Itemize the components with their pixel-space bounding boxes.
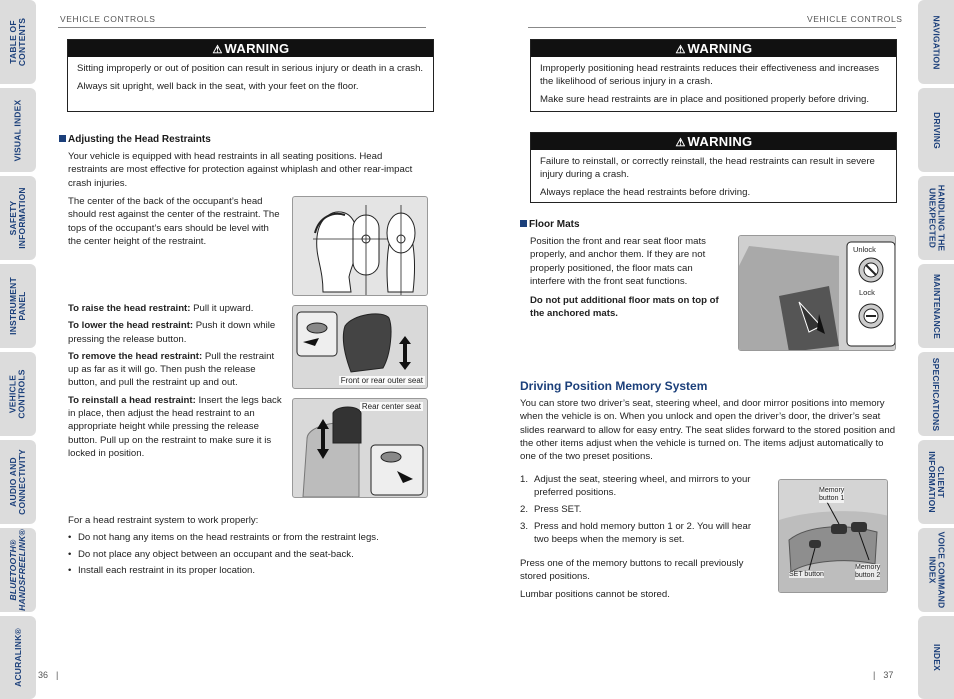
recall-text: Press one of the memory buttons to recall previously stored positions. <box>520 558 744 583</box>
section-title-head-restraints: Adjusting the Head Restraints <box>59 134 211 145</box>
tab-index[interactable] <box>918 616 954 699</box>
tab-label: HANDLING THE UNEXPECTED <box>927 184 946 252</box>
warning-text: Always replace the head restraints before driving. <box>540 187 751 198</box>
list-item: • Do not place any object between an occupant and the seat-back. <box>68 548 428 561</box>
tab-label: MAINTENANCE <box>931 273 942 339</box>
warning-text: Sitting improperly or out of position can result in serious injury or death in a crash. <box>77 63 424 74</box>
tab-client-information[interactable] <box>918 440 954 524</box>
list-item <box>520 473 768 500</box>
warning-box-reinstall <box>530 132 897 203</box>
tab-label: INSTRUMENT PANEL <box>8 277 28 335</box>
tab-voice-command-index[interactable] <box>918 528 954 612</box>
tab-label: TABLE OF CONTENTS <box>8 17 28 67</box>
warning-title: WARNING <box>687 134 753 149</box>
warning-title: WARNING <box>224 41 290 56</box>
step-number: 1. <box>520 474 529 485</box>
tab-instrument-panel[interactable] <box>0 264 36 348</box>
head-restraint-intro: Your vehicle is equipped with head restraints in all seating positions. Head restraints are most effective for protection against whiplash and other rear-impact crash injuries. <box>68 151 413 189</box>
tab-audio-connectivity[interactable] <box>0 440 36 524</box>
tab-label: SPECIFICATIONS <box>931 357 942 431</box>
proper-use-list <box>68 531 428 581</box>
tab-maintenance[interactable] <box>918 264 954 348</box>
tab-driving[interactable] <box>918 88 954 172</box>
unlock-label: Unlock <box>853 245 876 254</box>
tab-label: DRIVING <box>931 111 942 149</box>
step-text: Press and hold memory button 1 or 2. You will hear two beeps when the memory is set. <box>534 520 752 546</box>
step-label: To reinstall a head restraint: <box>68 394 196 406</box>
list-item <box>520 503 768 516</box>
step-text: Press SET. <box>534 504 582 516</box>
memory-system-intro: You can store two driver’s seat, steering wheel, and door mirror positions into memory when the vehicle is on. When you unlock and open the driver’s door, the driver’s seat slides rearward to allow for easy entry. The seat slides forward to the stored position and the other items adjust when the vehicle is turned on. The items adjust automatically to one of the two preset positions. <box>520 398 896 463</box>
list-item <box>520 520 768 547</box>
tab-handling-unexpected[interactable] <box>918 176 954 260</box>
rear-center-illustration <box>293 399 428 498</box>
floor-mats-text: Position the front and rear seat floor mats properly, and anchor them. If they are not properly positioned, the floor mats can interfere with the front seat functions. <box>530 236 706 287</box>
lock-label: Lock <box>859 288 875 297</box>
tab-specifications[interactable] <box>918 352 954 436</box>
rear-center-caption: Rear center seat <box>361 402 421 411</box>
rear-center-figure <box>292 398 428 498</box>
floor-mat-figure <box>738 235 896 351</box>
tab-label: SAFETY INFORMATION <box>8 187 28 249</box>
header-rule-right <box>528 27 896 28</box>
left-chapter-tabs <box>0 0 36 699</box>
outer-seat-figure <box>292 305 428 389</box>
step-text: Pull it upward. <box>190 303 254 314</box>
tab-label: VOICE COMMAND INDEX <box>927 531 946 609</box>
memory-button-2-label: Memory button 2 <box>855 564 881 579</box>
tab-label: CLIENT INFORMATION <box>927 451 947 513</box>
page-number-right: | 37 <box>873 670 894 680</box>
tab-label: NAVIGATION <box>931 14 942 70</box>
step-lower <box>68 319 286 346</box>
set-button-label: SET button <box>789 571 824 578</box>
header-rule-left <box>58 27 426 28</box>
tab-navigation[interactable] <box>918 0 954 84</box>
head-position-figure <box>292 196 428 296</box>
memory-buttons-figure <box>778 479 888 593</box>
list-item: • Install each restraint in its proper location. <box>68 564 428 577</box>
warning-text: Improperly positioning head restraints reduces their effectiveness and increases the likelihood of serious injury in a crash. <box>540 63 879 87</box>
step-remove <box>68 350 286 390</box>
memory-button-1-label: Memory button 1 <box>819 487 845 502</box>
page-number: 37 <box>883 670 894 680</box>
step-raise <box>68 302 286 315</box>
tab-label: AUDIO AND CONNECTIVITY <box>8 449 27 515</box>
warning-header <box>531 40 896 57</box>
floor-mats-warning-text: Do not put additional floor mats on top of the anchored mats. <box>530 295 719 320</box>
warning-box-seating <box>67 39 434 112</box>
tab-label: INDEX <box>931 644 942 671</box>
memory-steps-list <box>520 473 768 550</box>
running-head-right: VEHICLE CONTROLS <box>807 14 903 24</box>
head-restraint-steps <box>68 302 286 460</box>
tab-acuralink[interactable] <box>0 616 36 699</box>
head-profile-illustration <box>293 197 428 296</box>
tab-bluetooth-handsfreelink[interactable] <box>0 528 36 612</box>
warning-text: Always sit upright, well back in the seat, with your feet on the floor. <box>77 81 359 92</box>
outer-seat-caption: Front or rear outer seat <box>340 376 423 385</box>
section-title-floor-mats: Floor Mats <box>520 219 580 230</box>
step-label: To lower the head restraint: <box>68 320 194 332</box>
step-number: 3. <box>520 520 529 532</box>
tab-label: VEHICLE CONTROLS <box>8 369 28 419</box>
warning-triangle-icon: ⚠ <box>675 44 686 56</box>
lumbar-text: Lumbar positions cannot be stored. <box>520 589 670 600</box>
step-text: Push it down while pressing the release button. <box>68 320 276 345</box>
warning-box-head-restraints <box>530 39 897 112</box>
proper-use-intro: For a head restraint system to work properly: <box>68 515 259 526</box>
warning-triangle-icon: ⚠ <box>212 44 223 56</box>
warning-text: Make sure head restraints are in place and positioned properly before driving. <box>540 94 870 105</box>
tab-label: ACURALINK® <box>12 628 23 687</box>
tab-label: VISUAL INDEX <box>12 99 23 161</box>
step-text: Adjust the seat, steering wheel, and mirrors to your preferred positions. <box>534 474 751 499</box>
page-number-left: 36 | <box>38 670 59 680</box>
step-label: To raise the head restraint: <box>68 303 191 314</box>
running-head-left: VEHICLE CONTROLS <box>60 14 156 24</box>
list-item: • Do not hang any items on the head restraints or from the restraint legs. <box>68 531 428 544</box>
warning-title: WARNING <box>687 41 753 56</box>
memory-system-title: Driving Position Memory System <box>520 379 708 393</box>
right-chapter-tabs <box>918 0 954 699</box>
step-reinstall <box>68 394 286 460</box>
step-label: To remove the head restraint: <box>68 350 203 362</box>
tab-vehicle-controls[interactable] <box>0 352 36 436</box>
tab-table-of-contents[interactable] <box>0 0 36 84</box>
head-position-text: The center of the back of the occupant’s head should rest against the center of the restraint. The tops of the occupant’s ears should be level with the center height of the restraint. <box>68 196 280 247</box>
tab-safety-information[interactable] <box>0 176 36 260</box>
step-text: Insert the legs back in place, then adjust the head restraint to an appropriate height while pressing the release button. Pull up on the restraint to make sure it is locked in position. <box>68 394 282 459</box>
page-number: 36 <box>38 670 49 680</box>
warning-header <box>68 40 433 57</box>
warning-header <box>531 133 896 150</box>
warning-triangle-icon: ⚠ <box>675 137 686 149</box>
tab-label: BLUETOOTH® HANDSFREELINK® <box>8 529 28 611</box>
warning-text: Failure to reinstall, or correctly reinstall, the head restraints can result in severe injury during a crash. <box>540 156 875 180</box>
step-number: 2. <box>520 504 529 516</box>
step-text: Pull the restraint up as far as it will go. Then push the release button, and pull the restraint up and out. <box>68 350 275 389</box>
tab-visual-index[interactable] <box>0 88 36 172</box>
